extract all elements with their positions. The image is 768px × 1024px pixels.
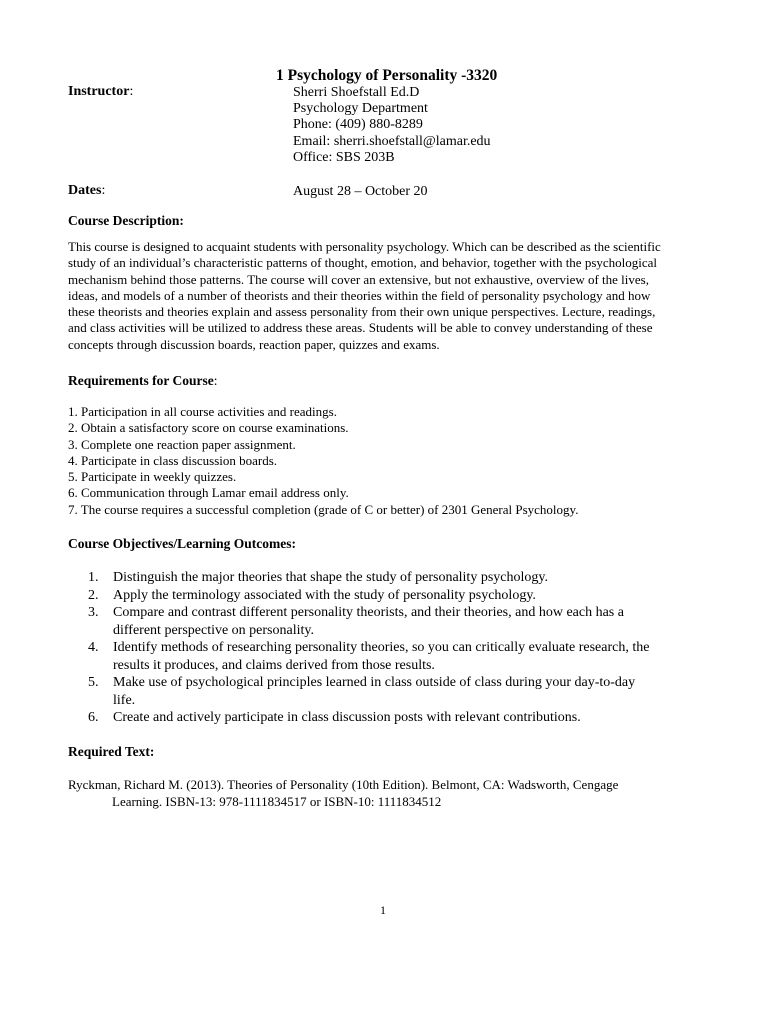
instructor-name: Sherri Shoefstall Ed.D xyxy=(293,85,420,100)
textbook-citation xyxy=(68,777,618,810)
objective-line: Distinguish the major theories that shape the study of personality psychology. xyxy=(113,570,548,585)
objective-number: 6. xyxy=(88,710,99,725)
instructor-phone: Phone: (409) 880-8289 xyxy=(293,117,423,132)
objective-line: Create and actively participate in class discussion posts with relevant contributions. xyxy=(113,710,581,725)
objective-line: different perspective on personality. xyxy=(113,622,314,638)
objectives-heading: Course Objectives/Learning Outcomes: xyxy=(68,536,296,551)
description-heading: Course Description: xyxy=(68,213,184,228)
objective-text xyxy=(113,604,624,639)
description-line: these theorists and theories explain and assess personality from their own unique perspectives. Lecture, readings, xyxy=(68,304,656,320)
requirements-heading: Requirements for Course: xyxy=(68,373,218,388)
objective-item xyxy=(88,587,728,605)
description-line: and class activities will be utilized to address these areas. Students will be able to convey understanding of these xyxy=(68,320,653,336)
instructor-label: Instructor: xyxy=(68,84,134,99)
objective-item xyxy=(88,604,728,639)
objective-number: 2. xyxy=(88,587,99,603)
course-title: 1 Psychology of Personality -3320 xyxy=(276,67,498,84)
objective-line: life. xyxy=(113,692,136,708)
requirement-item: 3. Complete one reaction paper assignment. xyxy=(68,436,296,452)
objective-text xyxy=(113,569,548,587)
description-line: concepts through discussion boards, reaction paper, quizzes and exams. xyxy=(68,336,440,352)
course-description xyxy=(68,239,708,353)
required-text-heading: Required Text: xyxy=(68,744,155,759)
objective-item xyxy=(88,569,728,587)
citation-line: Ryckman, Richard M. (2013). Theories of Personality (10th Edition). Belmont, CA: Wadsworth, Cengage xyxy=(68,777,619,792)
objective-text xyxy=(113,674,635,709)
objectives-list xyxy=(88,569,728,727)
objective-line: Identify methods of researching personality theories, so you can critically evaluate research, the xyxy=(113,640,650,655)
objective-text xyxy=(113,639,649,674)
requirements-list xyxy=(68,404,578,518)
objective-line: Compare and contrast different personality theorists, and their theories, and how each has a xyxy=(113,605,624,620)
description-line: ideas, and models of a number of theorists and their theories within the field of personality psychology and how xyxy=(68,287,651,303)
requirement-item: 4. Participate in class discussion boards. xyxy=(68,452,278,468)
requirement-item: 5. Participate in weekly quizzes. xyxy=(68,469,237,485)
instructor-email: Email: sherri.shoefstall@lamar.edu xyxy=(293,134,491,149)
requirement-item: 6. Communication through Lamar email address only. xyxy=(68,485,349,501)
objective-text xyxy=(113,709,581,727)
requirement-item: 2. Obtain a satisfactory score on course examinations. xyxy=(68,420,349,436)
objective-number: 5. xyxy=(88,675,99,690)
objective-line: results it produces, and claims derived from those results. xyxy=(113,657,435,673)
description-line: study of an individual’s characteristic patterns of thought, emotion, and behavior, together with the psychological xyxy=(68,255,658,271)
requirement-item: 7. The course requires a successful completion (grade of C or better) of 2301 General Psychology. xyxy=(68,501,579,517)
description-line: This course is designed to acquaint students with personality psychology. Which can be described as the scientific xyxy=(68,239,661,254)
objective-item xyxy=(88,709,728,727)
objective-number: 3. xyxy=(88,605,99,620)
objective-text xyxy=(113,587,536,605)
instructor-office: Office: SBS 203B xyxy=(293,150,395,165)
objective-number: 4. xyxy=(88,640,99,655)
objective-line: Make use of psychological principles learned in class outside of class during your day-to-day xyxy=(113,675,636,690)
page-number: 1 xyxy=(380,903,386,917)
objective-item xyxy=(88,639,728,674)
objective-item xyxy=(88,674,728,709)
description-line: mechanism behind those patterns. The course will cover an extensive, but not exhaustive, overview of the lives, xyxy=(68,271,649,287)
dates-value: August 28 – October 20 xyxy=(293,184,428,199)
citation-line: Learning. ISBN-13: 978-1111834517 or ISBN-10: 1111834512 xyxy=(112,793,442,809)
requirement-item: 1. Participation in all course activities and readings. xyxy=(68,404,337,419)
objective-line: Apply the terminology associated with the study of personality psychology. xyxy=(113,587,536,603)
dates-label: Dates: xyxy=(68,183,106,198)
instructor-department: Psychology Department xyxy=(293,101,428,116)
objective-number: 1. xyxy=(88,570,99,585)
